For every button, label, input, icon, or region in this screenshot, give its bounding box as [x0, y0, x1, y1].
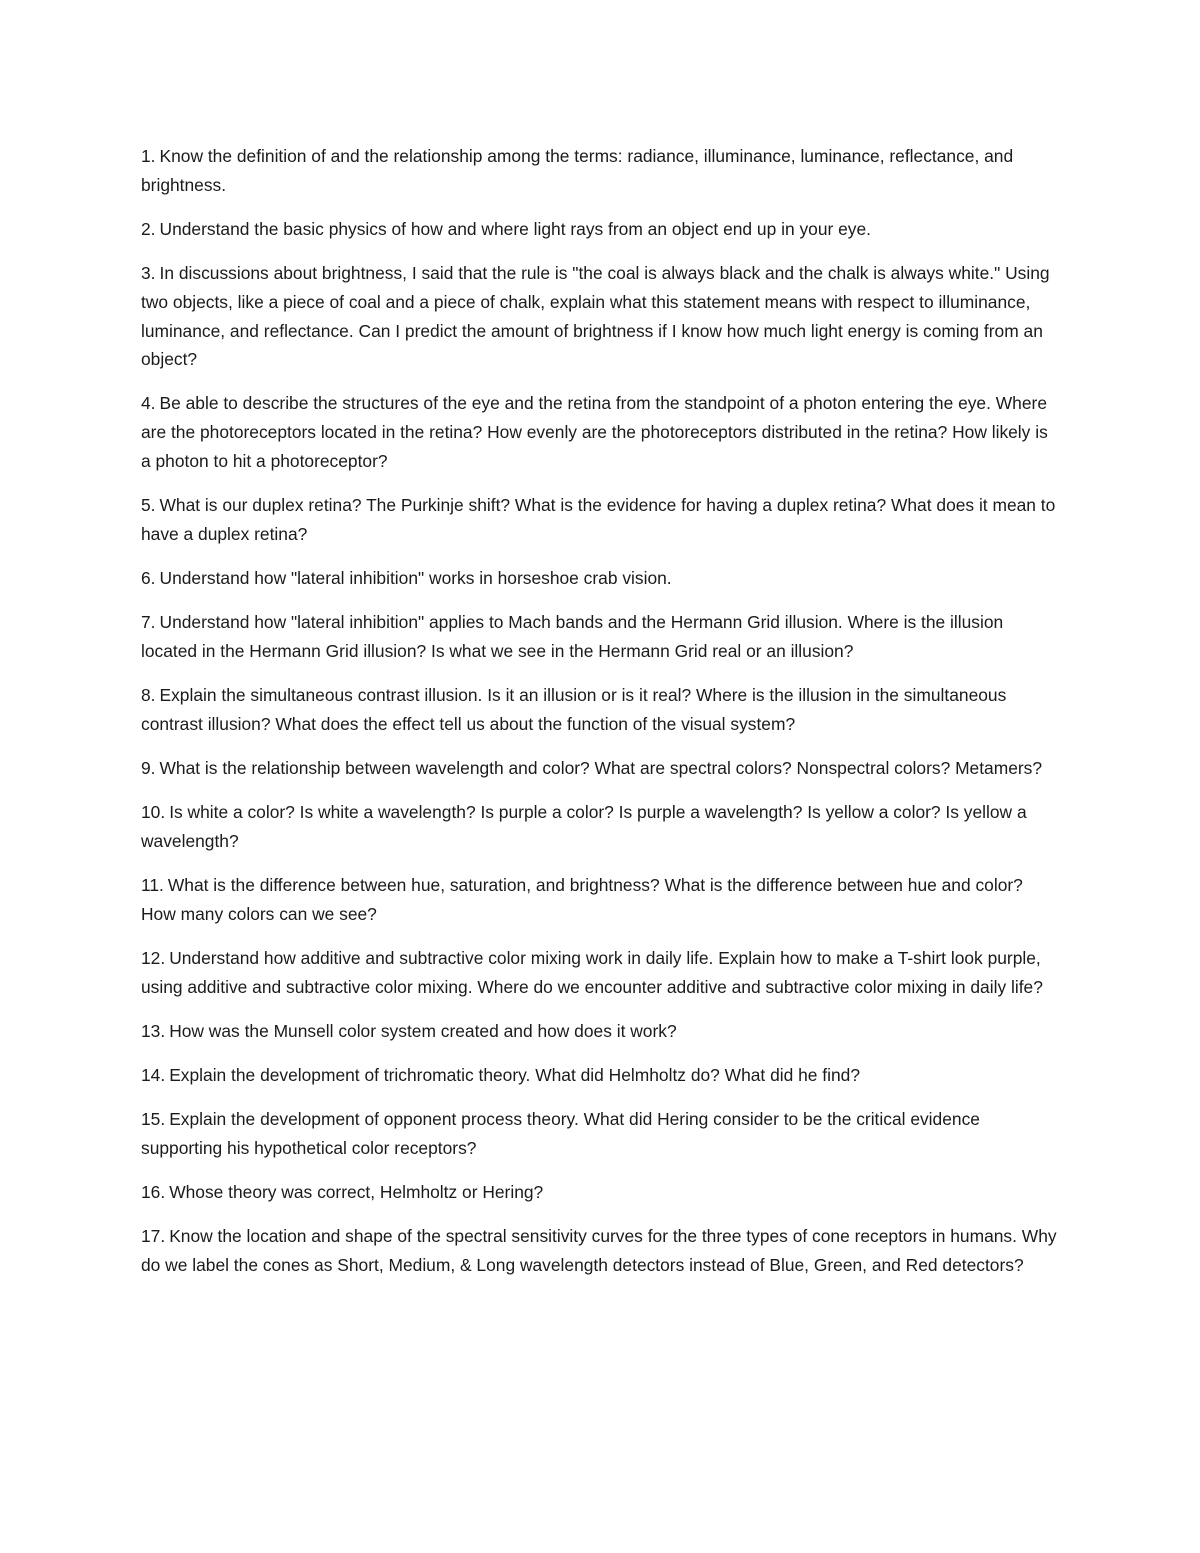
item-number: 16.	[141, 1182, 166, 1203]
list-item	[141, 944, 1059, 1001]
list-item	[141, 1017, 1059, 1046]
item-number: 12.	[141, 947, 166, 968]
list-item	[141, 754, 1059, 783]
item-number: 11.	[141, 875, 164, 896]
question-list	[141, 142, 1059, 1295]
item-text: Explain the simultaneous contrast illusion. Is it an illusion or is it real? Where is the illusion in the simultaneous contrast illusion? What does the effect tell us about the function of the visual system?	[141, 685, 1007, 734]
item-number: 15.	[141, 1109, 166, 1130]
list-item	[141, 798, 1059, 855]
item-number: 7.	[141, 612, 156, 633]
item-number: 10.	[141, 802, 166, 823]
list-item	[141, 608, 1059, 665]
item-text: Is white a color? Is white a wavelength? Is purple a color? Is purple a wavelength? Is yellow a color? Is yellow a wavelength?	[141, 802, 1027, 851]
list-item	[141, 389, 1059, 475]
item-text: Understand how additive and subtractive color mixing work in daily life. Explain how to make a T-shirt look purple, using additive and subtractive color mixing. Where do we encounter additive and subtractive color mixing in daily life?	[141, 947, 1043, 997]
item-number: 5.	[141, 495, 156, 516]
item-text: Explain the development of opponent process theory. What did Hering consider to be the critical evidence supporting his hypothetical color receptors?	[141, 1109, 980, 1158]
item-number: 14.	[141, 1065, 166, 1086]
list-item	[141, 215, 1059, 244]
list-item	[141, 1105, 1059, 1162]
item-number: 2.	[141, 218, 156, 239]
item-text: Understand how "lateral inhibition" applies to Mach bands and the Hermann Grid illusion. Where is the illusion located in the Hermann Grid illusion? Is what we see in the Hermann Grid real or an illusion?	[141, 612, 1004, 661]
list-item	[141, 142, 1059, 199]
item-text: What is the difference between hue, saturation, and brightness? What is the difference between hue and color? How many colors can we see?	[141, 875, 1023, 924]
item-number: 17.	[141, 1226, 166, 1247]
list-item	[141, 681, 1059, 738]
item-text: Know the location and shape of the spectral sensitivity curves for the three types of cone receptors in humans. Why do we label the cones as Short, Medium, & Long wavelength detectors instead of Blue, Green, and Red detectors?	[141, 1226, 1057, 1276]
list-item	[141, 564, 1059, 593]
item-number: 13.	[141, 1020, 166, 1041]
item-text: Explain the development of trichromatic theory. What did Helmholtz do? What did he find?	[169, 1065, 861, 1086]
item-text: What is the relationship between wavelength and color? What are spectral colors? Nonspectral colors? Metamers?	[159, 757, 1043, 778]
list-item	[141, 491, 1059, 548]
item-number: 1.	[141, 146, 156, 166]
item-text: Whose theory was correct, Helmholtz or Hering?	[169, 1182, 544, 1203]
item-number: 9.	[141, 757, 156, 778]
list-item	[141, 1178, 1059, 1207]
item-text: What is our duplex retina? The Purkinje shift? What is the evidence for having a duplex retina? What does it mean to have a duplex retina?	[141, 495, 1056, 544]
item-number: 4.	[141, 393, 156, 414]
item-number: 3.	[141, 263, 156, 284]
item-text: How was the Munsell color system created and how does it work?	[169, 1020, 677, 1041]
item-text: Know the definition of and the relationship among the terms: radiance, illuminance, luminance, reflectance, and brightness.	[141, 146, 1014, 195]
list-item	[141, 259, 1059, 374]
list-item	[141, 1061, 1059, 1090]
item-text: In discussions about brightness, I said that the rule is "the coal is always black and the chalk is always white." Using two objects, like a piece of coal and a piece of chalk, explain what this statement means with respect to illuminance, luminance, and reflectance. Can I predict the amount of brightness if I know how much light energy is coming from an object?	[141, 263, 1050, 370]
list-item	[141, 1222, 1059, 1279]
list-item	[141, 871, 1059, 928]
item-number: 8.	[141, 685, 156, 706]
item-number: 6.	[141, 567, 156, 588]
item-text: Be able to describe the structures of the eye and the retina from the standpoint of a photon entering the eye. Where are the photoreceptors located in the retina? How evenly are the photoreceptors distributed in the retina? How likely is a photon to hit a photoreceptor?	[141, 393, 1048, 471]
item-text: Understand how "lateral inhibition" works in horseshoe crab vision.	[159, 567, 672, 588]
item-text: Understand the basic physics of how and where light rays from an object end up in your eye.	[159, 218, 871, 239]
